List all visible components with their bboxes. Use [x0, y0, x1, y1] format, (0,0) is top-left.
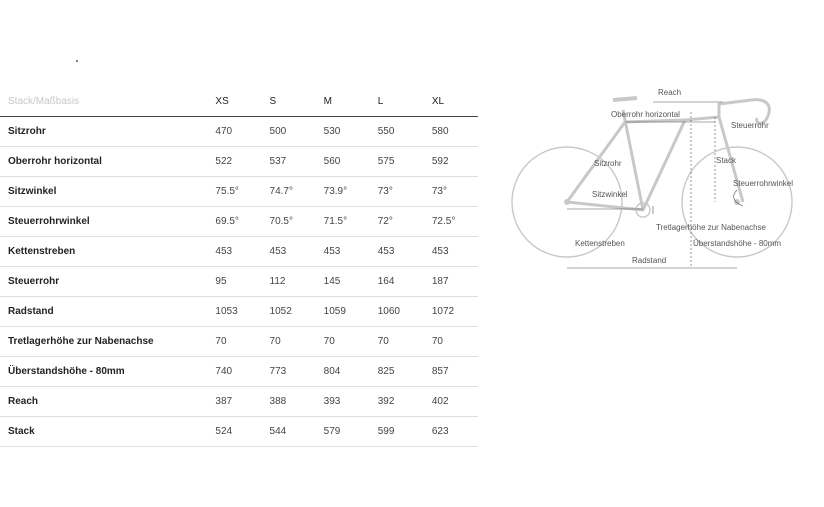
cell-value: 544: [262, 416, 316, 446]
cell-value: 70: [370, 326, 424, 356]
table-row: [0, 296, 478, 326]
cell-value: 592: [424, 146, 478, 176]
cell-value: 804: [316, 356, 370, 386]
cell-value: 73°: [424, 176, 478, 206]
cell-value: 95: [207, 266, 261, 296]
cell-value: 71.5°: [316, 206, 370, 236]
cell-value: 393: [316, 386, 370, 416]
cell-value: 579: [316, 416, 370, 446]
cell-value: 75.5°: [207, 176, 261, 206]
cell-value: 530: [316, 116, 370, 146]
cell-value: 575: [370, 146, 424, 176]
cell-value: 623: [424, 416, 478, 446]
row-label: Sitzrohr: [0, 116, 207, 146]
table-row: [0, 236, 478, 266]
cell-value: 112: [262, 266, 316, 296]
cell-value: 402: [424, 386, 478, 416]
cell-value: 145: [316, 266, 370, 296]
cell-value: 524: [207, 416, 261, 446]
label-steuerrohr: Steuerrohr: [731, 121, 769, 130]
table-row: [0, 266, 478, 296]
cell-value: 1052: [262, 296, 316, 326]
row-label: Radstand: [0, 296, 207, 326]
row-label: Steuerrohrwinkel: [0, 206, 207, 236]
label-tretlagerhoehe: Tretlagerhöhe zur Nabenachse: [656, 223, 766, 232]
table-row: [0, 356, 478, 386]
cell-value: 453: [262, 236, 316, 266]
cell-value: 453: [316, 236, 370, 266]
column-header-size: S: [262, 88, 316, 116]
cell-value: 580: [424, 116, 478, 146]
label-stack: Stack: [716, 156, 737, 165]
cell-value: 164: [370, 266, 424, 296]
cell-value: 73.9°: [316, 176, 370, 206]
cell-value: 453: [424, 236, 478, 266]
cell-value: 387: [207, 386, 261, 416]
cell-value: 550: [370, 116, 424, 146]
row-label: Oberrohr horizontal: [0, 146, 207, 176]
cell-value: 500: [262, 116, 316, 146]
cell-value: 522: [207, 146, 261, 176]
row-label: Reach: [0, 386, 207, 416]
geometry-table: [0, 88, 478, 447]
cell-value: 773: [262, 356, 316, 386]
cell-value: 740: [207, 356, 261, 386]
label-steuerrohrwinkel: Steuerrohrwinkel: [733, 179, 794, 188]
label-oberrohr-horizontal: Oberrohr horizontal: [611, 110, 680, 119]
cell-value: 70: [262, 326, 316, 356]
bike-geometry-diagram: [505, 82, 805, 272]
cell-value: 70: [316, 326, 370, 356]
row-label: Stack: [0, 416, 207, 446]
cell-value: 388: [262, 386, 316, 416]
cell-value: 1072: [424, 296, 478, 326]
column-header-size: XL: [424, 88, 478, 116]
cell-value: 74.7°: [262, 176, 316, 206]
column-header-size: L: [370, 88, 424, 116]
cell-value: 857: [424, 356, 478, 386]
column-header-size: M: [316, 88, 370, 116]
row-label: Sitzwinkel: [0, 176, 207, 206]
column-header-label: Stack/Maßbasis: [0, 88, 207, 116]
column-header-size: XS: [207, 88, 261, 116]
cell-value: 70.5°: [262, 206, 316, 236]
cell-value: 453: [370, 236, 424, 266]
cell-value: 392: [370, 386, 424, 416]
table-row: [0, 416, 478, 446]
cell-value: 72.5°: [424, 206, 478, 236]
label-sitzwinkel: Sitzwinkel: [592, 190, 628, 199]
cell-value: 560: [316, 146, 370, 176]
label-reach: Reach: [658, 88, 682, 97]
table-row: [0, 206, 478, 236]
table-row: [0, 326, 478, 356]
cell-value: 1059: [316, 296, 370, 326]
cell-value: 599: [370, 416, 424, 446]
table-header-row: [0, 88, 478, 116]
cell-value: 72°: [370, 206, 424, 236]
cell-value: 69.5°: [207, 206, 261, 236]
cell-value: 537: [262, 146, 316, 176]
label-ueberstandshoehe: Überstandshöhe - 80mm: [693, 239, 782, 248]
label-radstand: Radstand: [632, 256, 667, 265]
cell-value: 70: [424, 326, 478, 356]
row-label: Kettenstreben: [0, 236, 207, 266]
table-row: [0, 116, 478, 146]
row-label: Tretlagerhöhe zur Nabenachse: [0, 326, 207, 356]
table-row: [0, 176, 478, 206]
decorative-dot: [76, 60, 78, 62]
cell-value: 825: [370, 356, 424, 386]
row-label: Steuerrohr: [0, 266, 207, 296]
row-label: Überstandshöhe - 80mm: [0, 356, 207, 386]
cell-value: 453: [207, 236, 261, 266]
label-kettenstreben: Kettenstreben: [575, 239, 625, 248]
cell-value: 187: [424, 266, 478, 296]
cell-value: 470: [207, 116, 261, 146]
cell-value: 73°: [370, 176, 424, 206]
table-row: [0, 146, 478, 176]
table-row: [0, 386, 478, 416]
cell-value: 70: [207, 326, 261, 356]
label-sitzrohr: Sitzrohr: [594, 159, 622, 168]
cell-value: 1053: [207, 296, 261, 326]
cell-value: 1060: [370, 296, 424, 326]
